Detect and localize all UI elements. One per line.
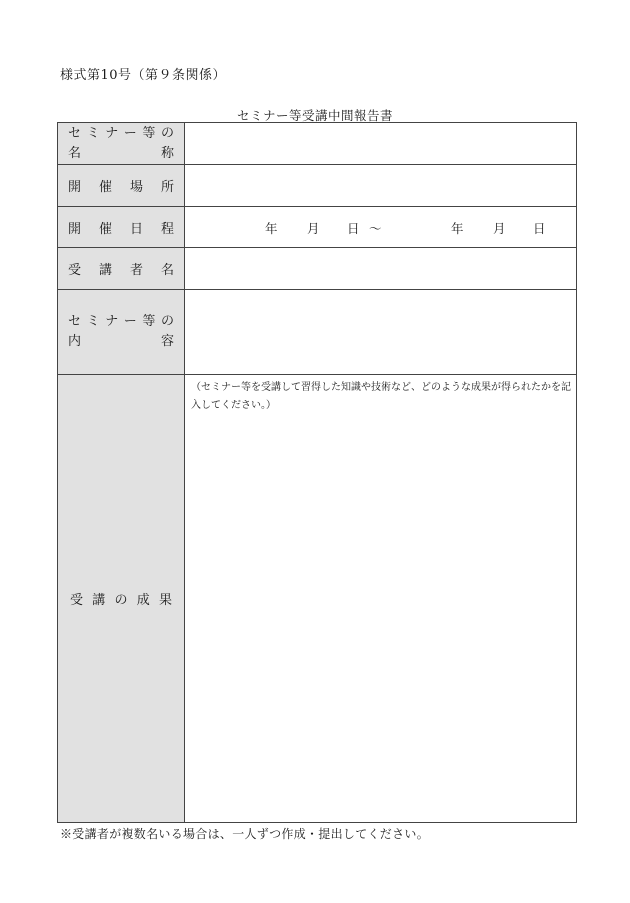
date-end-day: 日: [533, 221, 546, 236]
label-char: 開: [68, 180, 82, 195]
label-char: 者: [129, 263, 143, 278]
row-results: [58, 375, 577, 823]
label-char: の: [160, 314, 174, 329]
date-end-year: 年: [451, 221, 464, 236]
label-char: 果: [158, 593, 172, 608]
label-char: 容: [160, 334, 174, 349]
label-char: ミ: [86, 314, 100, 329]
label-char: 日: [129, 221, 143, 237]
content-field[interactable]: [185, 290, 577, 375]
date-range-tilde: ～: [369, 221, 382, 236]
label-char: 催: [98, 221, 112, 237]
label-seminar-name: [58, 123, 185, 165]
label-dates: [58, 207, 185, 248]
label-char: 名: [160, 263, 174, 278]
label-char: 称: [160, 145, 174, 161]
attendee-field[interactable]: [185, 248, 577, 290]
date-start-month: 月: [307, 221, 320, 236]
form-number: 様式第10号（第９条関係）: [60, 68, 227, 83]
label-char: の: [160, 125, 174, 141]
label-char: ミ: [86, 125, 100, 141]
row-seminar-name: [58, 123, 577, 165]
label-content: [58, 290, 185, 375]
date-start-day: 日: [347, 221, 360, 236]
results-instructions: （セミナー等を受講して習得した知識や技術など、どのような成果が得られたかを記入してください。）: [191, 382, 571, 411]
seminar-name-field[interactable]: [185, 123, 577, 165]
label-char: 場: [129, 180, 143, 195]
label-char: 程: [160, 221, 174, 237]
document-title: セミナー等受講中間報告書: [236, 108, 393, 123]
date-start-year: 年: [265, 221, 278, 236]
label-char: 成: [136, 593, 150, 608]
label-char: 開: [68, 221, 82, 237]
label-char: ー: [123, 314, 137, 329]
label-char: 講: [98, 263, 112, 278]
label-char: セ: [68, 314, 82, 329]
label-char: の: [114, 593, 128, 608]
label-char: 等: [142, 125, 156, 141]
label-char: 講: [92, 593, 106, 608]
label-venue: [58, 165, 185, 207]
row-dates: [58, 207, 577, 248]
row-venue: [58, 165, 577, 207]
label-char: 等: [142, 314, 156, 329]
label-char: ナ: [105, 125, 119, 141]
label-char: 内: [68, 334, 82, 349]
label-char: 受: [70, 593, 84, 608]
label-char: 受: [68, 263, 82, 278]
label-char: 名: [68, 145, 82, 161]
label-char: ー: [123, 125, 137, 141]
label-attendee: [58, 248, 185, 290]
date-end-month: 月: [493, 221, 506, 236]
dates-field[interactable]: [185, 207, 577, 248]
label-char: 催: [98, 180, 112, 195]
report-form-table: [57, 122, 577, 823]
label-char: 所: [160, 180, 174, 195]
label-char: セ: [68, 125, 82, 141]
label-char: ナ: [105, 314, 119, 329]
results-field[interactable]: [185, 375, 577, 823]
venue-field[interactable]: [185, 165, 577, 207]
row-attendee: [58, 248, 577, 290]
row-content: [58, 290, 577, 375]
label-results: [58, 375, 185, 823]
footer-note: ※受講者が複数名いる場合は、一人ずつ作成・提出してください。: [60, 827, 430, 841]
